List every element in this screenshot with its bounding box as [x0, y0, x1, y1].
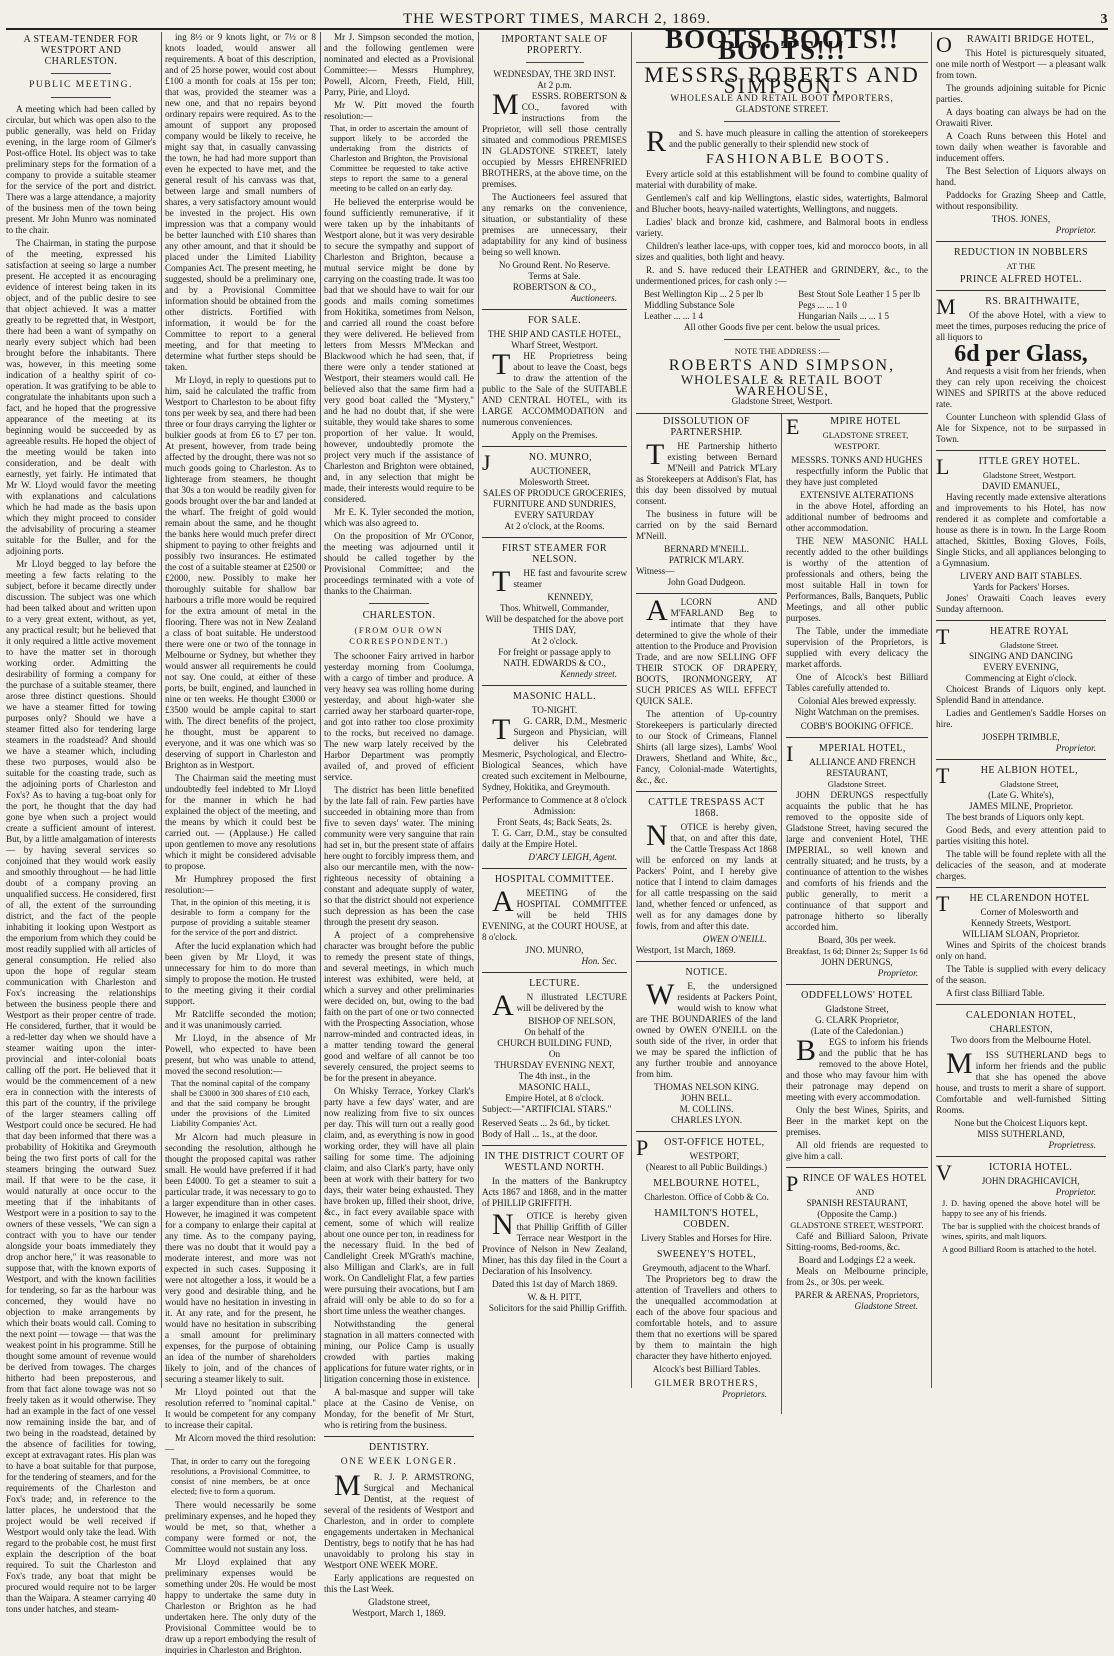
article-paragraph: A project of a comprehensive character was brought before the public to remedy the present state of things, and several meetings, in which much interest was exhibited, were held, at which a survey and other preliminaries were decided on, but, owing to the bad faith on the part of one or two connected with the Prospecting Association, whose narrow-minded and contracted ideas, in a matter tending toward the general good and welfare of all cannot be too severely censured, the project seems to be for the present in abeyance. — [324, 930, 474, 1083]
ad-body: Ladies and Gentlemen's Saddle Horses on hire. — [936, 708, 1106, 729]
ad-body: The grounds adjoining suitable for Picnic parties. — [936, 83, 1106, 104]
theatre-royal-ad — [936, 620, 1106, 754]
ad-agent: Kennedy street. — [560, 669, 617, 679]
ad-body: R. and S. have reduced their LEATHER and GRINDERY, &c., to the undermentioned prices, for cash only :— — [636, 265, 928, 286]
for-sale-ad — [482, 309, 627, 441]
article-paragraph: The Chairman, in stating the purpose of the meeting, expressed his satisfaction at seeing so large a number present. He accepted it as encouraging evidence of interest being taken in its object, and of the public desire to see that object achieved. It was a matter greatly to be regretted that, in Westport, there had been a want of sympathy on nearly every subject which had been brought before the inhabitants. There was, however, in this meeting some indication of a healthy spirit of co-operation. It was gratifying to be able to congratulate the inhabitants upon such a fact, and he hoped that the progressive appearance of the meeting at its beginning would be succeeded by as agreeable results. He hoped the object of the meeting would be taken into consideration, and be dealt with earnestly, yet fairly. He intimated that Mr W. Lloyd would favor the meeting with explanations and calculations which he had made as the basis upon which they might proceed to consider the advisability of procuring a steamer suitable for the Buller, and for the adjoining ports. — [6, 238, 156, 556]
article-headline: A STEAM-TENDER FOR WESTPORT AND CHARLESTON. — [23, 34, 139, 67]
ad-proprietor: G. CLARK Proprietor, — [815, 1015, 899, 1025]
article-paragraph: Mr Lloyd begged to lay before the meeting a few facts relating to the subject, before it became directly under discussion. The subject was one which had been talked about and written upon to a very great extent, without, as yet, any practical result; but he believed that it only required a little active movement to have the matter set in thorough working order. Admitting the desirability of forming a company for the purchase of a suitable steamer, there arose three distinct questions. Should we have a steamer fitted for towing purposes only? Should we have a steamer fitted also for tendering large steamers in the roadstead? And should we have a steamer which, including these two purposes, would also be suitable for the coasting trade, such as the adjoining ports of Charleston and Fox's? As to having a tug-boat only for the port, he thought that the day had gone bye when such a project would create a sufficient amount of interest. But, by a little amalgamation of interests — by having several services so conjoined that they would work easily and smoothly throughout — he had little doubt of a company proving an unqualified success. He considered, first of all, the extent of the surrounding district, and the fact of the people inhabiting it looking upon Westport as the emporium from which they could be most readily supplied with all articles of general consumption. He relied also upon the hope of regular steam communication with Charleston and Fox's increasing the relationships between the business people there and Westport as their proper centre of trade. He considered, further, that it would be a red-letter day when we should have a steamer waiting upon the inter-provincial and inter-colonial boats calling off the port. He believed that it would be the commencement of a new era in connection with the interests of this part of the country, if the privilege of the larger steamers calling off Westport could once be secured. He had that day been informed that there was a probability of Hokitika and Greymouth being the two first ports of call for the steamers bringing the outward Suez mail. If that were to be the case, it would naturally at once occur to the meeting that if the inhabitants of Westport were in a position to say to the owners of these vessels, "We can sign a contract with you to have our tender alongside your boats immediately they drop anchor here," it was reasonable to suppose that, with the known exports of Westport, and with the known facilities for tendering, so far as the harbour was concerned, they would have no objection to make arrangements by which their boats would call. Coming to the next point — towage — that was the weakest point in his programme. Still he thought some amount of revenue would be derived from towages. The charges hitherto had been preposterous, and from that fact alone towage was not so freely taken as it would otherwise. They had an example in the fact of one vessel now remaining inside the bar, and of two being in the roadstead, detained by the absence of facilities for towing, except at extravagant rates. His plan was to have a boat suitable for that purpose, for the tendering of steamers, and for the requirements of the Charleston and Fox's trade; and, in reference to the latter places, he understood that the project would be well received if Westport would only take the lead. With regard to the probable cost, he must first explain the description of the boat required. To suit the Charleston and Fox's trade, any boat that might be procured would require not to be larger than the Waipara. A steamer carrying 40 tons under hatches, and steam- — [6, 559, 157, 1614]
ad-street: Gladstone Street. — [827, 779, 887, 789]
victoria-hotel-ad — [936, 1156, 1106, 1255]
ad-signature: Proprietor. — [877, 968, 918, 978]
ad-signature: ROBERTSON & CO., — [512, 282, 597, 292]
ad-head: PRINCE OF WALES HOTEL — [786, 1171, 927, 1196]
article-paragraph: Mr Lloyd pointed out that the resolution referred to "nominal capital." It would be competent for any company to increase their capital. — [165, 1387, 316, 1430]
ad-body: The 4th inst., in the — [518, 1071, 591, 1081]
ad-signature: Gladstone Street. — [854, 1301, 918, 1311]
ad-note: (Nearest to all Public Buildings.) — [645, 1162, 768, 1172]
hospital-committee-ad — [482, 868, 627, 967]
ad-signature: Proprietress. — [1048, 1140, 1096, 1150]
ad-body: A Coach Runs between this Hotel and town daily when weather is favorable and inducement offers. — [936, 131, 1106, 163]
sub-column-a — [636, 414, 777, 1400]
ad-head: ODDFELLOWS' HOTEL — [801, 990, 913, 1001]
ad-body: Admission: — [533, 806, 576, 816]
dentistry-ad — [324, 1436, 474, 1619]
ad-proprietor: WILLIAM SLOAN, Proprietor. — [962, 929, 1080, 939]
trade-line: WHOLESALE AND RETAIL BOOT IMPORTERS, — [670, 93, 894, 103]
albion-hotel-ad — [936, 759, 1106, 882]
ad-body: Witness— — [636, 566, 675, 576]
ad-head: IN THE DISTRICT COURT OF WESTLAND NORTH. — [484, 1151, 625, 1173]
column-1 — [6, 32, 157, 1614]
ad-head: FOR SALE. — [527, 315, 582, 326]
ad-head: I MPERIAL HOTEL, — [786, 741, 906, 766]
ad-signature: JOSEPH TRIMBLE, — [982, 732, 1060, 742]
article-paragraph: After the lucid explanation which had been given by Mr Lloyd, it was unnecessary for him to do more than simply to propose the motion. He trusted to the meeting giving it their cordial support. — [165, 941, 316, 1006]
ad-note: (Late G. White's), — [988, 790, 1054, 800]
first-steamer-ad — [482, 537, 627, 680]
ad-body: Gentlemen's calf and kip Wellingtons, elastic sides, watertights, Balmoral and Blucher boots, heavy-nailed watertights, Wellingtons, and nuggets. — [636, 193, 928, 214]
ad-head: DISSOLUTION OF PARTNERSHIP. — [663, 416, 750, 438]
ad-body: Choicest Brands of Liquors only kept. Splendid Band in attendance. — [936, 684, 1106, 705]
article-paragraph: Mr J. Simpson seconded the motion, and the following gentlemen were nominated and elected as a Provisional Committee:— Messrs Humphrey, Powell, Alcorn, Freeth, Field, Hill, Parry, Pirie, and Lloyd. — [324, 32, 474, 97]
ad-head: MASONIC HALL. — [513, 691, 596, 702]
ad-board: Board, 30s per week. — [818, 935, 896, 945]
ad-body: Paddocks for Grazing Sheep and Cattle, without responsibility. — [936, 190, 1106, 211]
ad-signature: JNO. MUNRO, — [525, 945, 584, 955]
ad-head: L ITTLE GREY HOTEL. — [936, 454, 1081, 479]
article-paragraph: Notwithstanding the general stagnation in all matters connected with mining, our Police Camp is usually crowded with parties making applications for future water rights, or in litigation concerning those in existence. — [324, 1319, 474, 1384]
ad-terms: No Ground Rent. No Reserve. — [498, 260, 611, 270]
ad-head: HAMILTON'S HOTEL, COBDEN. — [654, 1208, 759, 1230]
ad-date: Westport, March 1, 1869. — [352, 1608, 446, 1618]
article-paragraph: Mr Alcorn moved the third resolution:— — [165, 1433, 316, 1454]
notice-ad — [636, 961, 777, 1126]
column-3 — [324, 32, 475, 1618]
ad-body: T HE fast and favourite screw steamer — [492, 565, 627, 598]
ad-body: Café and Billiard Saloon, Private Sitting-rooms, Bed-rooms, &c. — [786, 1231, 928, 1252]
ad-town: WESTPORT, — [689, 1151, 740, 1161]
ad-subhead: ONE WEEK LONGER. — [340, 1457, 458, 1467]
ad-signature: JOHN BELL. — [680, 1093, 733, 1103]
ad-body: Yards for Packers' Horses. — [972, 582, 1070, 592]
ad-date: THURSDAY EVENING NEXT, — [494, 1060, 615, 1070]
street-line: GLADSTONE STREET. — [735, 104, 829, 114]
column-6 — [936, 32, 1106, 1388]
ad-head: NOTICE. — [685, 967, 728, 978]
ad-signature: JOHN DERUNGS, — [821, 957, 893, 967]
ad-body: Greymouth, adjacent to the Wharf. — [642, 1263, 771, 1273]
ad-body: Dated this 1st day of March 1869. — [492, 1279, 618, 1289]
ad-head: LECTURE. — [529, 978, 580, 989]
reduction-ad — [936, 241, 1106, 285]
masonic-hall-ad — [482, 685, 627, 863]
ad-head: IMPORTANT SALE OF PROPERTY. — [501, 34, 608, 56]
district-court-ad — [482, 1145, 627, 1314]
ad-body: The Table, under the immediate supervision of the Proprietors, is supplied with every delicacy the market affords. — [786, 626, 928, 669]
ad-subhead: SPANISH RESTAURANT, — [806, 1198, 908, 1208]
ad-body: THE NEW MASONIC HALL recently added to the other buildings is worthy of the attention of professionals and others, being the most suitable Hall in town for Performances, Balls, Banquets, Public Meetings, and all other public purposes. — [786, 536, 928, 623]
ad-body: in the above Hotel, affording an additional number of bedrooms and other accommodation. — [786, 501, 928, 533]
article-paragraph: The district has been little benefited by the late fall of rain. Few parties have succeeded in obtaining more than from five to seven days' water. The mining community were very sanguine that rain had set in, but the present state of affairs here ought to forcibly impress them, and also our mercantile men, with the now-righteous necessity of obtaining a constant and adequate supply of water, so that the district should not experience such depression as has been the case through the present dry season. — [324, 785, 474, 927]
ad-body: Counter Luncheon with splendid Glass of Ale for Sixpence, not to be surpassed in Town. — [936, 412, 1106, 444]
prince-of-wales-hotel-ad — [786, 1167, 928, 1312]
price-item: Leather ... ... 1 4 — [644, 311, 703, 321]
roberts-simpson-title-2: ROBERTS AND SIMPSON, — [668, 357, 896, 374]
prices-note: All other Goods five per cent. below the usual prices. — [683, 322, 881, 332]
ad-body: CHURCH BUILDING FUND, — [497, 1038, 612, 1048]
little-grey-hotel-ad — [936, 450, 1106, 615]
ad-proprietor: DAVID EMANUEL, — [982, 481, 1060, 491]
ad-body: Every article sold at this establishment will be found to combine quality of material with durability of make. — [636, 169, 928, 190]
ad-body: The table will be found replete with all the delicacies of the season, and at moderate charges. — [936, 849, 1106, 881]
ad-head: M RS. BRAITHWAITE, — [936, 294, 1080, 319]
munro-ad — [482, 446, 627, 532]
ad-head: T HEATRE ROYAL — [936, 624, 1069, 649]
ad-signature: Proprietors. — [722, 1389, 767, 1399]
ad-prices: Body of Hall ... 1s., at the door. — [482, 1129, 598, 1139]
ad-body: N OTICE is hereby given, that, on and after this date, the Cattle Trespass Act 1868 will be enforced on my lands at Packers' Point, and I hereby give notice that I intend to claim damages for all cattle trespassing on the said land, whether fenced or unfenced, as well as for any damages done by fowls, from and after this date. — [636, 819, 777, 931]
lecturer: BISHOP OF NELSON, — [528, 1016, 616, 1026]
braithwaite-ad — [936, 290, 1106, 445]
address-note: NOTE THE ADDRESS :— — [734, 346, 830, 356]
article-paragraph: On the proposition of Mr O'Conor, the meeting was adjourned until it should be called together by the Provisional Committee; and the proceedings terminated with a vote of thanks to the Chairman. — [324, 531, 474, 596]
roberts-simpson-title: MESSRS ROBERTS AND SIMPSON, — [644, 62, 920, 98]
resolution-text: That the nominal capital of the company shall be £3000 in 300 shares of £10 each, and that the said company be brought under the provisions of the Limited Liability Companies' Act. — [171, 1079, 310, 1128]
ad-signature: D'ARCY LEIGH, Agent. — [528, 852, 617, 862]
ad-street: GLADSTONE STREET, — [822, 430, 909, 440]
ad-note: (Late of the Caledonian.) — [810, 1026, 904, 1036]
sub-column-b — [786, 414, 928, 1312]
ad-body: The best brands of Liquors only kept. — [946, 812, 1085, 822]
ad-body: Will be despatched for the above port — [485, 614, 624, 624]
ad-head: T HE ALBION HOTEL, — [936, 763, 1079, 788]
columns — [6, 24, 1108, 1655]
ad-body: One of Alcock's best Billiard Tables carefully attended to. — [786, 672, 928, 693]
ad-hotel: PRINCE ALFRED HOTEL. — [959, 274, 1083, 285]
ad-body: In the matters of the Bankruptcy Acts 1867 and 1868, and in the matter of PHILLIP GRIFFITH. — [482, 1176, 627, 1208]
ad-apply: Apply on the Premises. — [511, 430, 598, 440]
price-list — [636, 289, 928, 322]
article-paragraph: A meeting which had been called by circular, but which was open also to the public generally, was held on Friday evening, in the large room of Gilmer's Post-office Hotel. Its object was to take preliminary steps for the formation of a company to provide a suitable steamer for the service of the port and district. There was a large attendance, a majority of the business men of the town being present. Mr John Munro was nominated to the chair. — [6, 104, 156, 235]
ad-body: A MEETING of the HOSPITAL COMMITTEE will be held THIS EVENING, at the COURT HOUSE, at 8 o'clock. — [482, 885, 627, 942]
article-paragraph: There would necessarily be some preliminary expenses, and he hoped they would be met, so that, whether a company were formed or not, the Committee would not sustain any loss. — [165, 1500, 316, 1554]
ad-body: Early applications are requested on this the Last Week. — [324, 1573, 474, 1594]
ad-body: The bar is supplied with the choicest brands of wines, spirits, and malt liquors. — [942, 1222, 1100, 1241]
ad-head: T HE CLARENDON HOTEL — [936, 891, 1090, 916]
ad-body: The attention of Up-country Storekeepers is particularly directed to our Stock of Crimeans, Flannel Shirts (all large sizes), Lambs' Wool Drawers, Shetland and White, &c., Fancy, Colonial-made Watertights, &c., &c. — [636, 709, 777, 785]
ad-when: TO-NIGHT. — [531, 705, 578, 715]
ad-body: A days boating can always be had on the Orawaiti River. — [936, 107, 1106, 128]
ad-body: A N illustrated LECTURE will be delivered by the — [492, 989, 627, 1022]
ad-body: B EGS to inform his friends and the public that he has removed to the above Hotel, and those who may favour him with their patronage may depend on meeting with every accommodation. — [786, 1034, 928, 1102]
ad-body: None but the Choicest Liquors kept. — [954, 1118, 1088, 1128]
ad-location: Gladstone street, — [368, 1597, 430, 1607]
ad-body: The Proprietors beg to draw the attention of Travellers and others to the unequalled accommodation at each of the above four spacious and comfortable hotels, and to assure them that no exertions will be spared by them to maintain the high character they have hitherto enjoyed. — [636, 1274, 777, 1361]
ad-head: HOSPITAL COMMITTEE. — [494, 874, 615, 885]
ad-head: CALEDONIAN HOTEL, — [965, 1010, 1077, 1021]
ad-body: M R. J. P. ARMSTRONG, Surgical and Mechanical Dentist, at the request of several of the residents of Westport and Charleston, and in order to complete engagements undertaken in Mechanical Dentistry, begs to notify that he has had unavoidably to prolong his stay in Westport ONE WEEK MORE. — [324, 1469, 474, 1570]
price-headline: 6d per Glass, — [954, 341, 1088, 367]
ad-signature: Solicitors for the said Phillip Griffith. — [488, 1303, 627, 1313]
ad-body: Jones' Orawaiti Coach leaves every Sunday afternoon. — [936, 593, 1106, 614]
ad-time: At 2 o'clock. — [531, 636, 578, 646]
cobbs-booking: COBB'S BOOKING OFFICE. — [800, 721, 914, 731]
article-paragraph: Mr Humphrey proposed the first resolution:— — [165, 874, 316, 895]
article-paragraph: ing 8½ or 9 knots light, or 7½ or 8 knots loaded, would answer all requirements. A boat of this description, and of 25 horse power, would cost about £100 a month for coals at 15s per ton; that was, provided the steamer was a new one, and that no repairs beyond ordinary repairs were required. As to the amount of support any proposed company would be likely to receive, he might say that, in casually canvassing the town, he had had more support than even he expected to have met, and the general result of his canvass was that, between large and small numbers of shares, a very satisfactory amount would be invested in the project. His own impression was that a company would be better launched with £10 shares than any other amount, and that it should be placed under the Limited Liability Companies Act. The present meeting, he suggested, should be a preliminary one, and by a Provisional Committee information should be obtained from the other districts. Fortified with information, it would be for the Committee to report to a general meeting, and for that meeting to determine what further steps should be taken. — [165, 32, 316, 372]
ad-signature: GILMER BROTHERS, — [654, 1378, 759, 1388]
ad-signature: THOS. JONES, — [991, 214, 1051, 224]
ad-proprietor: JAMES MILNE, Proprietor. — [968, 801, 1074, 811]
article-paragraph: Mr Ratcliffe seconded the motion; and it was unanimously carried. — [165, 1009, 316, 1030]
ad-note: Two doors from the Melbourne Hotel. — [950, 1035, 1092, 1045]
ad-body: Meals on Melbourne principle, from 2s., or 30s. per week. — [786, 1266, 928, 1287]
ad-highlight: EXTENSIVE ALTERATIONS — [800, 490, 914, 500]
ad-body: Livery Stables and Horses for Hire. — [641, 1233, 772, 1243]
ad-body: A first class Billiard Table. — [946, 988, 1045, 998]
ad-agent: NATH. EDWARDS & CO., — [503, 658, 606, 668]
page-number: 3 — [1100, 12, 1108, 27]
ad-body: T G. CARR, D.M., Mesmeric Surgeon and Physician, will deliver his Celebrated Mesmeric, Psychological, and Electro-Biological Seances, which have created such excitement in Melbourne, Sydney, Hokitika, and Greymouth. — [482, 713, 627, 792]
post-office-hotel-ad — [636, 1131, 777, 1400]
ad-at: AT THE — [1006, 261, 1036, 271]
ad-time: Commencing at Eight o'clock. — [965, 673, 1077, 683]
ad-signature: BERNARD M'NEILL. — [664, 544, 749, 554]
ad-body: Children's leather lace-ups, with copper toes, kid and morocco boots, in all sizes and qualities, both light and heavy. — [636, 241, 928, 262]
ad-day: EVERY SATURDAY — [514, 510, 595, 520]
article-paragraph: The schooner Fairy arrived in harbor yesterday morning from Coolumga, with a cargo of timber and produce. A very heavy sea was rolling home during yesterday, and about high-water she carried away her starboard quarter-rope, and got into rather too close proximity to the rocks, but received no damage. The new warp lately received by the Harbor Department was promptly availed of, and proved of efficient service. — [324, 651, 474, 782]
article-paragraph: He believed the enterprise would be found sufficiently remunerative, if it were taken up by the inhabitants of Westport alone, but it was very desirable to secure the sympathy and support of Charleston and Brighton, because a mutual service might be done by carrying on the coasting trade. It was too bad that we should have to wait for our goods and mails coming sometimes from Hokitika, sometimes from Nelson, and carried all round the coast before they were delivered. He believed from letters from Messrs M'Meckan and Blackwood which he had seen, that, if there were only a tender stationed at Westport, their steamers would call. He believed also that the same firm had a very good boat called the "Mystery," and he had no doubt that, if she were suitable, they would take shares to some proportion of her value. It would, however, undoubtedly promote the project very much if the assistance of Charleston and Brighton were obtained, and, in any selection that might be made, their interests would require to be considered. — [324, 197, 475, 504]
ad-body: M ESSRS. ROBERTSON & CO., favored with instructions from the Proprietor, will sell those centrally situated and commodious PREMISES IN GLADSTONE STREET, lately occupied by Messrs EHRENFRIED BROTHERS, at the above time, on the premises. — [482, 88, 627, 189]
ad-signature: Hon. Sec. — [581, 956, 617, 966]
ad-proprietors: MESSRS. TONKS AND HUGHES — [791, 455, 923, 465]
ad-head: O RAWAITI BRIDGE HOTEL, — [936, 32, 1095, 57]
price-item: Pegs ... ... 1 0 — [798, 300, 847, 310]
ad-body: M ISS SUTHERLAND begs to inform her friends and the public that she has opened the above house, and trusts to merit a share of support. Comfortable and well-furnished Sitting Rooms. — [936, 1047, 1106, 1115]
ad-signature: W. & H. PITT, — [527, 1292, 582, 1302]
ad-location: Wharf Street, Westport. — [511, 340, 598, 350]
masthead-title: THE WESTPORT TIMES, MARCH 2, 1869. — [402, 11, 712, 27]
orawaiti-hotel-ad — [936, 34, 1106, 236]
masthead — [6, 4, 1108, 30]
important-sale-ad — [482, 34, 627, 304]
ad-body: All old friends are requested to give him a call. — [786, 1140, 928, 1161]
ad-body: R and S. have much pleasure in calling the attention of storekeepers and the public generally to their splendid new stock of — [646, 125, 928, 158]
ad-head: P OST-OFFICE HOTEL, — [636, 1135, 765, 1160]
ad-body: Ladies' black and bronze kid, cashmere, and Balmoral boots in endless variety. — [636, 217, 928, 238]
ad-street: Gladstone Street, Westport. — [982, 470, 1076, 480]
ad-signature: PARER & ARENAS, Proprietors, — [794, 1290, 920, 1300]
ad-subhead: LIVERY AND BAIT STABLES. — [960, 571, 1082, 581]
ad-body: The Auctioneers feel assured that any remarks on the convenience, situation, or substantiality of these premises are unnecessary, their adaptability for any kind of business being so well known. — [482, 192, 627, 257]
ad-time: At 2 o'clock, at the Rooms. — [504, 521, 605, 531]
ad-head: DENTISTRY. — [368, 1442, 430, 1453]
ad-body: EVERY EVENING, — [983, 662, 1059, 672]
ad-body: W E, the undersigned residents at Packers Point, would wish to know what are THE BOUNDARIES of the land owned by OWEN O'NEILL on the south side of the river, in order that we may be spared the infliction of any further trouble and annoyance from him. — [636, 978, 777, 1079]
ad-date: WEDNESDAY, THE 3RD INST. — [493, 69, 616, 79]
ad-body: JOHN DERUNGS respectfully acquaints the public that he has removed to the opposite side of Gladstone Street, having secured the large and convenient Hotel, THE IMPERIAL, so well known and centrally situated; and he trusts, by a continuance of attention to the wishes and comforts of his friends and the public generally, to merit a continuance of that support and patronage hitherto so liberally accorded him. — [786, 790, 928, 932]
ad-body: On — [548, 1049, 561, 1059]
ad-head: V ICTORIA HOTEL. — [936, 1160, 1073, 1185]
ad-body: Night Watchman on the premises. — [794, 707, 920, 717]
ad-head: J NO. MUNRO, — [482, 450, 593, 475]
ad-subhead: ALLIANCE AND FRENCH RESTAURANT, — [809, 757, 916, 778]
boots-headline: BOOTS! BOOTS!! BOOTS!!! — [665, 24, 899, 65]
ad-signature: OWEN O'NEILL. — [702, 934, 767, 944]
clarendon-hotel-ad — [936, 887, 1106, 999]
ad-body: A good Billiard Room is attached to the hotel. — [942, 1245, 1097, 1254]
ad-date: Westport, 1st March, 1869. — [636, 945, 736, 955]
byline: (FROM OUR OWN CORRESPONDENT.) — [349, 625, 449, 646]
ad-body: Alcock's best Billiard Tables. — [652, 1364, 761, 1374]
section-head-charleston: CHARLESTON. — [362, 610, 436, 621]
ad-body: The business in future will be carried on by the said Bernard M'Neill. — [636, 509, 777, 541]
ship-master: Thos. Whitwell, Commander, — [500, 603, 609, 613]
warehouse-line: WHOLESALE & RETAIL BOOT WAREHOUSE, — [680, 372, 884, 398]
cattle-trespass-ad — [636, 791, 777, 956]
price-item: Best Wellington Kip ... 2 5 per lb — [644, 289, 764, 299]
article-paragraph: Mr Alcorn had much pleasure in seconding the resolution, although he thought the proposed capital was rather small. He would have preferred if it had been £4000. To get a steamer to suit a particular trade, it was necessary to go to a larger expenditure than in other cases. However, he imagined it was competent for a company to enlarge their capital at any time. As to the company paying, there was no doubt that it would pay a moderate interest, and more was not expected in such cases. Supposing it were not altogether a loss, it would be a very good and desirable thing, and he would have no hesitation in investing in it. At any rate, and for the present, he would have no hesitation in subscribing a small amount for preliminary expenses, for the purpose of obtaining an idea of the number of shareholders likely to join, and of the chances of securing a steamer likely to suit. — [165, 1132, 316, 1384]
ad-body: The Best Selection of Liquors always on hand. — [936, 166, 1106, 187]
ad-location: Kennedy Streets, Westport. — [970, 918, 1072, 928]
fashionable-boots: FASHIONABLE BOOTS. — [705, 152, 892, 167]
article-paragraph: On Whisky Terrace, Yorkey Clark's party have a few days' water, and are now realizing from five to six ounces per day. This will turn out a really good claim, and, as everything is now in good working order, they will have all plain sailing for some time. The adjoining claim, and also Clark's party, have only been at work with their battery for two days, their water being exhausted. They have broken up, filled their shoot, drive, &c., in fact every available space with cement, some of which will realize about one ounce per ton, in readiness for the necessary fluid. In the bed of Candlelight Creek M'Grath's machine, also Milligan and Clark's, are in full work. On Candlelight Flat, a few parties were pursuing their avocations, but I am afraid will only be able to do so for a short time unless the weather changes. — [324, 1086, 474, 1316]
ad-body: Colonial Ales brewed expressly. — [797, 696, 917, 706]
ad-body: Empire Hotel, at 8 o'clock. — [505, 1093, 604, 1103]
ad-head: MELBOURNE HOTEL, — [653, 1178, 760, 1189]
ad-head: CATTLE TRESPASS ACT 1868. — [648, 797, 765, 819]
ad-day: THIS DAY, — [533, 625, 576, 635]
ad-signature: MISS SUTHERLAND, — [977, 1129, 1065, 1139]
ras-location: Gladstone Street, Westport. — [731, 396, 833, 406]
ad-signature: Proprietor. — [1055, 225, 1096, 235]
ad-signature: PATRICK M'LARY. — [668, 555, 745, 565]
ad-body: T HE Partnership hitherto existing between Bernard M'Neill and Patrick M'Lary as Storekeepers at Addison's Flat, has this day been dissolved by mutual consent. — [636, 438, 777, 506]
ad-head: REDUCTION IN NOBBLERS — [954, 247, 1088, 258]
ad-location: GLADSTONE STREET, WESTPORT. — [790, 1220, 924, 1230]
column-4 — [482, 32, 627, 1388]
ad-prices: Reserved Seats ... 2s 6d., by ticket. — [482, 1118, 611, 1128]
ad-town: CHARLESTON, — [989, 1024, 1053, 1034]
ad-body: The Table is supplied with every delicacy of the season. — [936, 964, 1106, 985]
ad-location: Molesworth Street. — [519, 477, 590, 487]
ad-street: Gladstone Street. — [1000, 640, 1059, 650]
imperial-hotel-ad — [786, 737, 928, 979]
ad-board: Board and Lodgings £2 a week. — [798, 1255, 916, 1265]
lecture-ad — [482, 972, 627, 1140]
price-item: Hungarian Nails ... ... 1 5 — [798, 311, 889, 321]
ad-meals: Breakfast, 1s 6d; Dinner 2s; Supper 1s 6d — [786, 946, 928, 956]
ad-body: J. D. having opened the above hotel will be happy to see any of his friends. — [942, 1199, 1100, 1218]
article-paragraph: Mr Lloyd, in the absence of Mr Powell, who expected to have been present, but who was unable to attend, moved the second resolution:— — [165, 1033, 316, 1076]
ship-name: KENNEDY, — [547, 592, 593, 602]
ad-body: T. G. Carr, D.M., stay be consulted daily at the Empire Hotel. — [482, 828, 627, 849]
article-subhead: PUBLIC MEETING. — [29, 80, 133, 90]
ad-body: T HE Proprietress being about to leave the Coast, begs to draw the attention of the public to the Sale of the SUITABLE AND CENTRAL HOTEL, with its LARGE ACCOMMODATION and numerous conveniences. — [482, 348, 627, 427]
ad-head: FIRST STEAMER FOR NELSON. — [502, 543, 607, 565]
ad-witness: John Goad Dudgeon. — [667, 577, 746, 587]
ad-body: And requests a visit from her friends, when they can rely upon receiving the choicest WINES and SPIRITS at the above reduced rate. — [936, 366, 1106, 409]
ad-body: MASONIC HALL, — [518, 1082, 591, 1092]
ad-role: AUCTIONEER, — [529, 466, 591, 476]
ad-body: respectfully inform the Public that they have just completed — [786, 466, 928, 487]
column-5 — [636, 24, 928, 1399]
ad-body: For freight or passage apply to — [498, 647, 611, 657]
resolution-text: That, in order to carry out the foregoing resolutions, a Provisional Committee, to consist of nine members, be at once elected; five to form a quorum. — [171, 1457, 310, 1496]
ad-title: THE SHIP AND CASTLE HOTEL, — [487, 329, 622, 339]
article-paragraph: Mr Lloyd explained that any preliminary expenses would be something under 20s. He would be most happy to undertake the same duty in Charleston or Brighton as he had undertaken here. The only duty of the Provisional Committee would be to draw up a report embodying the result of inquiries in Charleston and Brighton. — [165, 1557, 316, 1655]
article-paragraph: The Chairman said the meeting must undoubtedly feel indebted to Mr Lloyd for the manner in which he had explained the object of the meeting, and the means by which it could best be carried out. — (Applause.) He called upon gentlemen to move any resolutions which it might be considered advisable to propose. — [165, 773, 316, 871]
ad-time: At 2 p.m. — [537, 80, 572, 90]
ad-body: Charleston. Office of Cobb & Co. — [644, 1192, 769, 1202]
article-paragraph: Mr Lloyd, in reply to questions put to him, said he calculated the traffic from Westport to Charleston to be about fifty tons per week by sea, and there had been three or four drays carrying the lighter or bulkier goods at from £6 to £7 per ton. At present, however, from trade being affected by the drought, there was not so much goods going to Charleston. As to lighterage from steamers, he thought that 30s a ton would be readily given for goods brought over the bar and landed at the wharf. The freight of gold would remain about the same, and he thought the banks here would much prefer direct shipment to paying to other freights and possibly two insurances. He estimated the cost of a suitable steamer at £2500 or £2000, new. Possibly to make her thoroughly suitable for shallow bar harbours a trifle more would be required for the extra amount of metal in the flooring. There was not in New Zealand a class of boat suitable. He understood there were one or two of the tonnage in Melbourne or Sydney, but whether they would answer all requirements he could not say. One could, at either of these ports, be built, engined, and launched in nine or ten weeks. He thought £3000 or £3500 would be ample capital to start with. The direct benefits of the project, he thought, must be apparent to everyone, and it was one which was so deserving of support in Charleston and Brighton as in Westport. — [165, 375, 316, 770]
ad-body: Performance to Commence at 8 o'clock — [482, 795, 627, 805]
article-paragraph: Mr W. Pitt moved the fourth resolution:— — [324, 100, 474, 121]
ad-body: N OTICE is hereby given that Phillip Griffith of Giller Terrace near Westport in the Province of Nelson in New Zealand, Miner, has this day filed in the Court a Declaration of his Insolvency. — [482, 1208, 627, 1276]
ad-body: Good Beds, and every attention paid to parties visiting this hotel. — [936, 825, 1106, 846]
ad-proprietor: JOHN DRAGHICAVICH, — [981, 1176, 1080, 1186]
ad-signature: M. COLLINS. — [679, 1104, 734, 1114]
ad-head: E MPIRE HOTEL — [786, 414, 901, 439]
ad-body: Subject:—"ARTIFICIAL STARS." — [482, 1104, 612, 1114]
price-item: Best Stout Sole Leather 1 5 per lb — [798, 289, 920, 299]
ad-signature: Proprietor. — [1055, 743, 1096, 753]
ad-body: Only the best Wines, Spirits, and Beer in the market kept on the premises. — [786, 1105, 928, 1137]
caledonian-hotel-ad — [936, 1004, 1106, 1151]
ad-terms: Terms at Sale. — [528, 271, 581, 281]
ad-signature: CHARLES LYON. — [670, 1115, 743, 1125]
ad-signature: Auctioneers. — [570, 293, 617, 303]
ad-note: (Opposite the Camp.) — [817, 1209, 897, 1219]
ad-signature: THOMAS NELSON KING. — [654, 1082, 759, 1092]
article-paragraph: Mr E. K. Tyler seconded the motion, which was also agreed to. — [324, 507, 474, 528]
resolution-text: That, in order to ascertain the amount of support likely to be accorded the undertaking from the districts of Charleston and Brighton, the Provisional Committee be requested to take active steps to report the same to a general meeting to be called on an early day. — [330, 124, 468, 193]
ad-prices: Front Seats, 4s; Back Seats, 2s. — [497, 817, 612, 827]
price-item: Middling Substance Sole — [644, 300, 735, 310]
ad-street: Gladstone Street, — [825, 1004, 889, 1014]
ad-subhead: SINGING AND DANCING — [968, 651, 1074, 661]
resolution-text: That, in the opinion of this meeting, it is desirable to form a company for the purpose of providing a suitable steamer for the service of the port and district. — [171, 898, 310, 937]
ad-body: Of the above Hotel, with a view to meet the times, purposes reducing the price of all liquors to — [936, 310, 1106, 342]
ad-body: SALES OF PRODUCE GROCERIES, FURNITURE AND SUNDRIES, — [483, 488, 626, 509]
alcorn-ad — [636, 593, 777, 786]
article-paragraph: A bal-masque and supper will take place at the Casino de Venise, on Monday, for the benefit of Mr Sturt, who is retiring from the business. — [324, 1387, 474, 1430]
column-2 — [165, 32, 316, 1655]
ad-town: WESTPORT. — [834, 441, 880, 451]
oddfellows-hotel-ad — [786, 984, 928, 1162]
ad-body: Having recently made extensive alterations and improvements to his Hotel, has now rendered it as complete and comfortable a house as there is in town. In the Large Room attached, Skittles, Boxing Gloves, Foils, Single Sticks, and all appliances belonging to a Gymnasium. — [936, 492, 1106, 568]
ad-location: Corner of Molesworth and — [980, 907, 1079, 917]
ad-body: Wines and Spirits of the choicest brands only on hand. — [936, 940, 1106, 961]
ad-body: A LCORN AND M'FARLAND Beg to intimate that they have determined to give the whole of their attention to the Produce and Provision Trade, and are now SELLING OFF THEIR STOCK OF DRAPERY, BOOTS, IRONMONGERY, AT SUCH PRICES AS WILL EFFECT QUICK SALE. — [636, 594, 777, 706]
ad-and: AND — [855, 1187, 875, 1197]
ad-street: Gladstone Street, — [1000, 779, 1059, 789]
ad-role: Proprietor. — [1055, 1187, 1096, 1197]
ad-body: On behalf of the — [524, 1027, 585, 1037]
ad-body: This Hotel is picturesquely situated, one mile north of Westport — a pleasant walk from town. — [936, 48, 1106, 80]
ad-head: SWEENEY'S HOTEL, — [656, 1249, 757, 1260]
